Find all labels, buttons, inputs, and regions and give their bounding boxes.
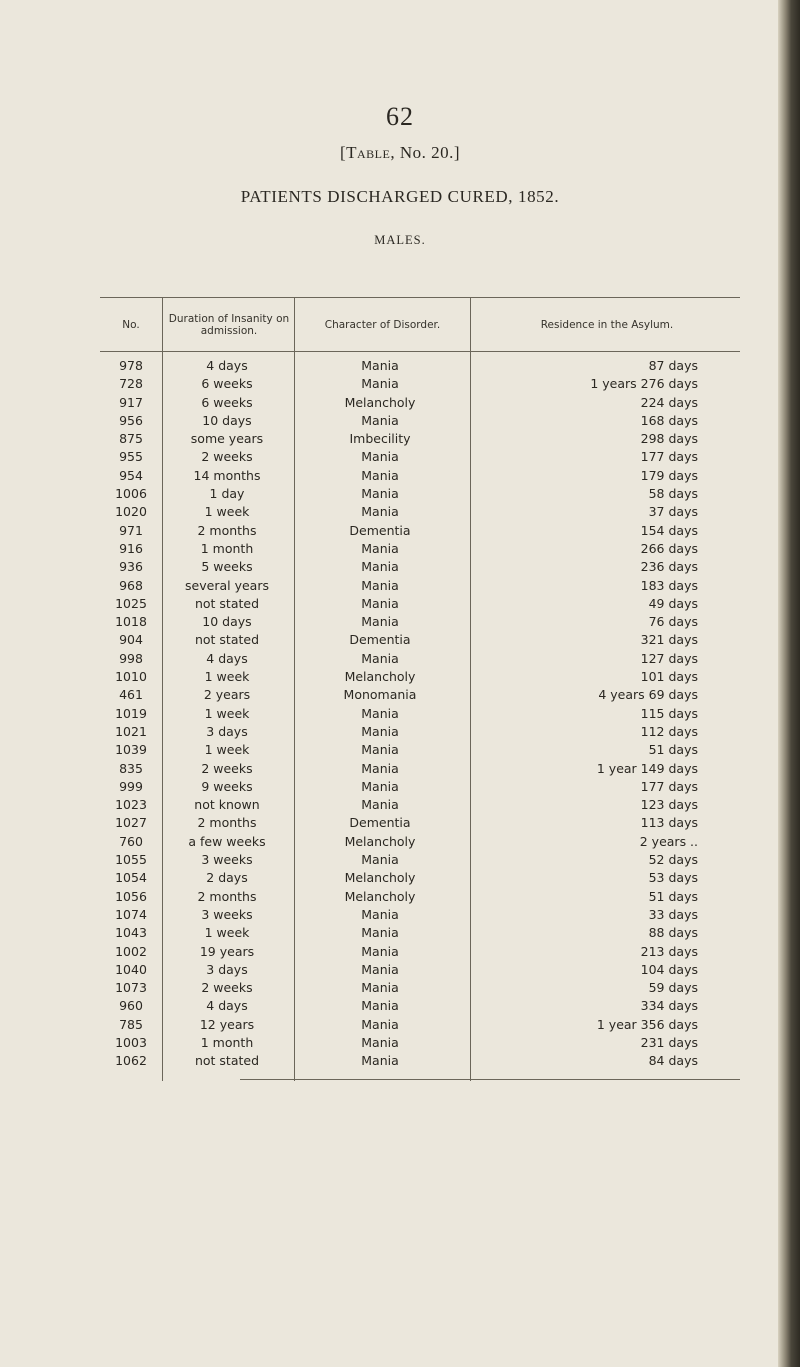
- cell-no: 785: [119, 1016, 143, 1032]
- cell-character: Mania: [361, 778, 399, 794]
- table-row: [100, 761, 740, 779]
- cell-residence: 33 days: [648, 906, 698, 922]
- table-label-open: [: [339, 143, 347, 162]
- cell-duration: several years: [185, 577, 269, 593]
- cell-residence: 58 days: [648, 486, 698, 502]
- table-row: [100, 870, 740, 888]
- cell-duration: 2 weeks: [201, 449, 253, 465]
- table-row: [100, 578, 740, 596]
- cell-no: 1021: [115, 723, 147, 739]
- cell-duration: 5 weeks: [201, 559, 253, 575]
- table-row: [100, 376, 740, 394]
- cell-residence: 231 days: [640, 1034, 698, 1050]
- table-row: [100, 998, 740, 1016]
- page-number: 62: [386, 102, 414, 131]
- table-bottom-rule: [240, 1079, 740, 1080]
- cell-character: Mania: [361, 943, 399, 959]
- cell-no: 956: [119, 412, 143, 428]
- cell-duration: 1 week: [204, 669, 250, 685]
- cell-no: 999: [119, 778, 143, 794]
- table-row: [100, 944, 740, 962]
- table-row: [100, 358, 740, 376]
- cell-character: Melancholy: [344, 669, 416, 685]
- cell-residence: 59 days: [648, 980, 698, 996]
- table-label: [0, 143, 800, 163]
- header-no: No.: [122, 318, 140, 331]
- table-row: [100, 486, 740, 504]
- cell-no: 1019: [115, 705, 147, 721]
- table-row: [100, 559, 740, 577]
- cell-duration: 1 month: [200, 540, 254, 556]
- cell-duration: 2 years: [203, 687, 251, 703]
- table-row: [100, 815, 740, 833]
- cell-residence: 49 days: [648, 595, 698, 611]
- cell-character: Mania: [361, 614, 399, 630]
- table-row: [100, 449, 740, 467]
- cell-no: 1056: [115, 888, 147, 904]
- table-row: [100, 1035, 740, 1053]
- cell-residence: 112 days: [640, 723, 698, 739]
- cell-residence: 51 days: [648, 888, 698, 904]
- cell-character: Mania: [361, 961, 399, 977]
- header-character: Character of Disorder.: [324, 318, 441, 331]
- table-top-rule: [100, 297, 740, 298]
- cell-no: 916: [119, 540, 143, 556]
- table-body: [100, 358, 740, 1072]
- cell-residence: 113 days: [640, 815, 698, 831]
- cell-duration: 1 week: [204, 705, 250, 721]
- table-row: [100, 687, 740, 705]
- cell-no: 1054: [115, 870, 147, 886]
- cell-no: 1020: [115, 504, 147, 520]
- cell-duration: 10 days: [202, 614, 252, 630]
- cell-duration: 3 days: [206, 723, 248, 739]
- cell-no: 960: [119, 998, 143, 1014]
- cell-residence: 88 days: [648, 925, 698, 941]
- table-row: [100, 907, 740, 925]
- cell-duration: not stated: [194, 1053, 260, 1069]
- cell-residence: 127 days: [640, 650, 698, 666]
- cell-residence: 123 days: [640, 797, 698, 813]
- table-row: [100, 980, 740, 998]
- cell-duration: 4 days: [206, 998, 248, 1014]
- cell-no: 955: [119, 449, 143, 465]
- cell-duration: not known: [194, 797, 260, 813]
- cell-no: 971: [119, 522, 143, 538]
- cell-character: Mania: [361, 467, 399, 483]
- table-row: [100, 596, 740, 614]
- cell-duration: 2 months: [197, 522, 257, 538]
- cell-character: Mania: [361, 486, 399, 502]
- table-row: [100, 523, 740, 541]
- cell-residence: 37 days: [648, 504, 698, 520]
- cell-character: Mania: [361, 449, 399, 465]
- cell-character: Mania: [361, 705, 399, 721]
- cell-residence: 51 days: [648, 742, 698, 758]
- cell-character: Mania: [361, 1034, 399, 1050]
- table-row: [100, 962, 740, 980]
- cell-no: 1002: [115, 943, 147, 959]
- cell-duration: 9 weeks: [201, 778, 253, 794]
- table-row: [100, 724, 740, 742]
- cell-duration: 1 week: [204, 504, 250, 520]
- table-row: [100, 852, 740, 870]
- table-row: [100, 541, 740, 559]
- page-subtitle: MALES.: [374, 233, 426, 247]
- cell-residence: 115 days: [640, 705, 698, 721]
- cell-residence: 298 days: [640, 431, 698, 447]
- cell-no: 1006: [115, 486, 147, 502]
- table-row: [100, 468, 740, 486]
- cell-no: 1003: [115, 1034, 147, 1050]
- table-row: [100, 395, 740, 413]
- cell-character: Mania: [361, 1053, 399, 1069]
- table-row: [100, 504, 740, 522]
- cell-no: 936: [119, 559, 143, 575]
- cell-duration: 1 day: [209, 486, 245, 502]
- cell-residence: 4 years 69 days: [598, 687, 698, 703]
- cell-character: Dementia: [349, 632, 411, 648]
- cell-duration: not stated: [194, 632, 260, 648]
- cell-character: Melancholy: [344, 833, 416, 849]
- cell-residence: 183 days: [640, 577, 698, 593]
- table-row: [100, 614, 740, 632]
- cell-no: 904: [119, 632, 143, 648]
- cell-residence: 168 days: [640, 412, 698, 428]
- cell-character: Mania: [361, 595, 399, 611]
- cell-no: 835: [119, 760, 143, 776]
- cell-residence: 213 days: [640, 943, 698, 959]
- cell-duration: 3 days: [206, 961, 248, 977]
- cell-duration: 4 days: [206, 650, 248, 666]
- header-bottom-rule: [100, 351, 740, 352]
- cell-residence: 87 days: [648, 358, 698, 373]
- cell-residence: 334 days: [640, 998, 698, 1014]
- cell-duration: 4 days: [206, 358, 248, 373]
- cell-no: 728: [119, 376, 143, 392]
- table-row: [100, 706, 740, 724]
- cell-character: Mania: [361, 980, 399, 996]
- cell-character: Mania: [361, 577, 399, 593]
- cell-character: Melancholy: [344, 394, 416, 410]
- cell-residence: 53 days: [648, 870, 698, 886]
- cell-residence: 101 days: [640, 669, 698, 685]
- cell-duration: not stated: [194, 595, 260, 611]
- cell-character: Mania: [361, 540, 399, 556]
- cell-residence: 52 days: [648, 852, 698, 868]
- cell-no: 1043: [115, 925, 147, 941]
- cell-character: Imbecility: [349, 431, 411, 447]
- cell-residence: 177 days: [640, 449, 698, 465]
- cell-duration: 1 week: [204, 925, 250, 941]
- cell-residence: 104 days: [640, 961, 698, 977]
- cell-no: 998: [119, 650, 143, 666]
- table-row: [100, 1017, 740, 1035]
- table-row: [100, 1053, 740, 1071]
- cell-character: Mania: [361, 559, 399, 575]
- cell-residence: 266 days: [640, 540, 698, 556]
- cell-no: 1023: [115, 797, 147, 813]
- cell-character: Mania: [361, 412, 399, 428]
- table-row: [100, 834, 740, 852]
- cell-character: Mania: [361, 852, 399, 868]
- cell-character: Mania: [361, 504, 399, 520]
- cell-duration: 19 years: [199, 943, 255, 959]
- header-duration: Duration of Insanity on admission.: [168, 312, 290, 337]
- cell-residence: 76 days: [648, 614, 698, 630]
- cell-character: Mania: [361, 723, 399, 739]
- cell-character: Monomania: [343, 687, 417, 703]
- cell-duration: a few weeks: [188, 833, 266, 849]
- table-row: [100, 742, 740, 760]
- cell-duration: 6 weeks: [201, 376, 253, 392]
- cell-duration: 2 months: [197, 815, 257, 831]
- cell-duration: 12 years: [199, 1016, 255, 1032]
- cell-character: Mania: [361, 1016, 399, 1032]
- table-row: [100, 669, 740, 687]
- cell-no: 1062: [115, 1053, 147, 1069]
- cell-character: Mania: [361, 358, 399, 373]
- table-row: [100, 413, 740, 431]
- cell-character: Melancholy: [344, 870, 416, 886]
- cell-no: 1010: [115, 669, 147, 685]
- cell-no: 1039: [115, 742, 147, 758]
- cell-residence: 1 year 356 days: [596, 1016, 698, 1032]
- cell-duration: 1 month: [200, 1034, 254, 1050]
- cell-no: 954: [119, 467, 143, 483]
- cell-duration: 2 days: [206, 870, 248, 886]
- cell-no: 917: [119, 394, 143, 410]
- cell-no: 968: [119, 577, 143, 593]
- cell-duration: 3 weeks: [201, 906, 253, 922]
- cell-no: 760: [119, 833, 143, 849]
- cell-character: Mania: [361, 998, 399, 1014]
- cell-duration: 2 months: [197, 888, 257, 904]
- cell-character: Mania: [361, 797, 399, 813]
- page-title: PATIENTS DISCHARGED CURED, 1852.: [240, 187, 560, 206]
- cell-residence: 154 days: [640, 522, 698, 538]
- table-row: [100, 925, 740, 943]
- cell-duration: 6 weeks: [201, 394, 253, 410]
- cell-duration: 1 week: [204, 742, 250, 758]
- cell-no: 461: [119, 687, 143, 703]
- cell-character: Mania: [361, 760, 399, 776]
- cell-character: Mania: [361, 376, 399, 392]
- cell-character: Mania: [361, 650, 399, 666]
- cell-residence: 177 days: [640, 778, 698, 794]
- cell-character: Melancholy: [344, 888, 416, 904]
- table-row: [100, 431, 740, 449]
- table-row: [100, 651, 740, 669]
- cell-residence: 1 year 149 days: [596, 760, 698, 776]
- cell-no: 1073: [115, 980, 147, 996]
- cell-no: 875: [119, 431, 143, 447]
- cell-residence: 224 days: [640, 394, 698, 410]
- table-row: [100, 779, 740, 797]
- cell-duration: 2 weeks: [201, 760, 253, 776]
- cell-no: 1074: [115, 906, 147, 922]
- cell-residence: 1 years 276 days: [590, 376, 698, 392]
- table-row: [100, 797, 740, 815]
- cell-duration: 2 weeks: [201, 980, 253, 996]
- cell-character: Mania: [361, 925, 399, 941]
- cell-duration: 3 weeks: [201, 852, 253, 868]
- cell-no: 1025: [115, 595, 147, 611]
- cell-residence: 2 years ..: [639, 833, 698, 849]
- cell-character: Mania: [361, 906, 399, 922]
- cell-no: 1018: [115, 614, 147, 630]
- cell-duration: some years: [190, 431, 264, 447]
- cell-residence: 321 days: [640, 632, 698, 648]
- header-residence: Residence in the Asylum.: [540, 318, 674, 331]
- cell-no: 1040: [115, 961, 147, 977]
- cell-no: 978: [119, 358, 143, 373]
- table-label-rest: , No. 20.]: [390, 143, 461, 162]
- cell-character: Mania: [361, 742, 399, 758]
- cell-residence: 179 days: [640, 467, 698, 483]
- cell-no: 1055: [115, 852, 147, 868]
- cell-duration: 14 months: [193, 467, 261, 483]
- cell-residence: 236 days: [640, 559, 698, 575]
- table-row: [100, 889, 740, 907]
- cell-residence: 84 days: [648, 1053, 698, 1069]
- cell-duration: 10 days: [202, 412, 252, 428]
- cell-character: Dementia: [349, 522, 411, 538]
- cell-character: Dementia: [349, 815, 411, 831]
- table-label-word: Table: [346, 143, 391, 162]
- cell-no: 1027: [115, 815, 147, 831]
- table-header: [100, 300, 740, 350]
- table-row: [100, 632, 740, 650]
